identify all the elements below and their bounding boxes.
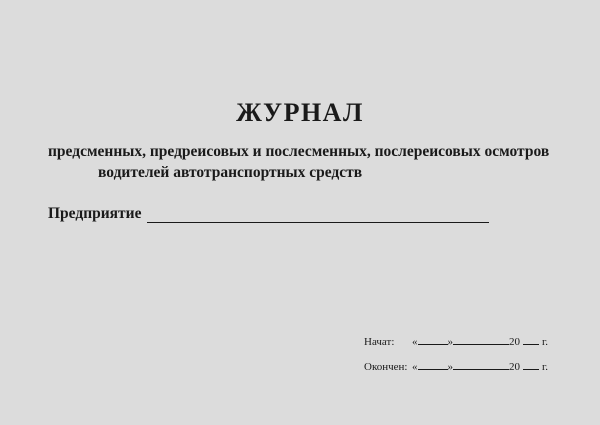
end-date-row xyxy=(364,359,548,374)
start-day-blank xyxy=(418,334,448,345)
end-month-blank xyxy=(453,359,509,370)
end-open-quote: « xyxy=(412,361,418,373)
end-year-blank xyxy=(523,359,539,370)
end-close-quote: » xyxy=(447,361,453,373)
start-close-quote: » xyxy=(447,336,453,348)
start-year-suffix: г. xyxy=(542,336,549,348)
journal-subtitle-line-2: водителей автотранспортных средств xyxy=(98,164,363,181)
enterprise-field xyxy=(48,205,489,223)
start-year-blank xyxy=(523,334,539,345)
start-date-row xyxy=(364,334,548,349)
end-day-blank xyxy=(418,359,448,370)
end-year-suffix: г. xyxy=(542,361,549,373)
start-year-prefix: 20 xyxy=(509,336,520,348)
journal-subtitle-line-1: предсменных, предреисовых и послесменных, послереисовых осмотров xyxy=(48,143,550,160)
start-open-quote: « xyxy=(412,336,418,348)
start-month-blank xyxy=(453,334,509,345)
enterprise-label: Предприятие xyxy=(48,205,142,222)
end-year-prefix: 20 xyxy=(509,361,520,373)
journal-title: ЖУРНАЛ xyxy=(236,98,364,127)
start-date-label: Начат: xyxy=(364,336,395,348)
enterprise-blank-line xyxy=(147,208,489,223)
end-date-label: Окончен: xyxy=(364,361,408,373)
